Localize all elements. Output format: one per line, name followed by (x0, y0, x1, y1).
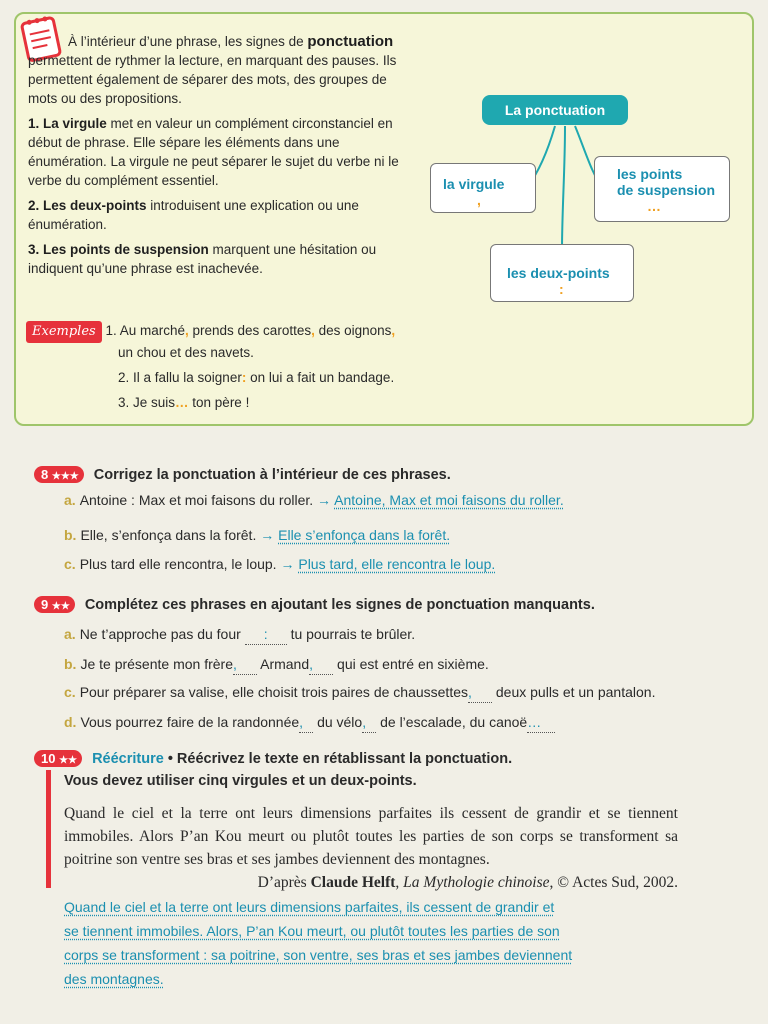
exercise-8-item (64, 490, 564, 510)
exercise-9-item-b: b. Je te présente mon frère, Armand, qui est entré en sixième. (64, 654, 489, 675)
example-2: 2. Il a fallu la soigner: on lui a fait un bandage. (118, 370, 395, 385)
rewrite-passage: Quand le ciel et la terre ont leurs dimensions parfaites ils cessent de grandir et se tiennent immobiles. Alors P’an Kou meurt ou plutôt toutes les parties de son corps se transforment sa poitrine son ventre ses bras et ses jambes deviennent des montagnes. D’après Claude Helft, La Mythologie chinoise, © Actes Sud, 2002. (64, 802, 678, 894)
item-sentence: Antoine : Max et moi faisons du roller. (79, 492, 314, 508)
margin-bar (46, 770, 51, 888)
item-letter: c. (64, 556, 76, 572)
exercise-8-header: 8 ★★★ Corrigez la ponctuation à l’intérieur de ces phrases. (34, 466, 451, 483)
exercise-10-header: 10 ★★ Réécriture • Réécrivez le texte en rétablissant la ponctuation. (34, 750, 512, 767)
arrow-icon: → (317, 492, 332, 508)
passage-source: D’après Claude Helft, La Mythologie chinoise, © Actes Sud, 2002. (257, 874, 678, 891)
exercise-8-item (64, 525, 450, 545)
item-answer[interactable]: Plus tard, elle rencontra le loup. (298, 556, 496, 572)
item-answer[interactable]: Antoine, Max et moi faisons du roller. (334, 492, 564, 508)
rewrite-answer[interactable]: Quand le ciel et la terre ont leurs dimensions parfaites, ils cessent de grandir et se tiennent immobiles. Alors, P’an Kou meurt, ou plutôt toutes les parties de son corps se transforment : sa poitrine, son ventre, ses bras et ses jambes deviennent des montagnes. (64, 899, 573, 987)
item-answer[interactable]: Elle s’enfonça dans la forêt. (278, 527, 451, 543)
arrow-icon: → (260, 527, 275, 543)
mindmap-node-suspension: les points de suspension … (594, 156, 730, 222)
exercise-9-item-d: d. Vous pourrez faire de la randonnée, du vélo, de l’escalade, du canoë… (64, 712, 555, 733)
answer-blank[interactable]: … (527, 712, 555, 733)
exercise-9-header: 9 ★★ Complétez ces phrases en ajoutant les signes de ponctuation manquants. (34, 596, 595, 613)
example-1: Exemples 1. Au marché, prends des carottes, des oignons, un chou et des navets. (26, 321, 426, 363)
answer-blank[interactable]: , (362, 712, 376, 733)
rule-points-suspension: 3. Les points de suspension marquent une hésitation ou indiquent qu’une phrase est inachevée. (28, 242, 377, 276)
exercise-number-badge: 9 ★★ (34, 596, 75, 613)
arrow-icon: → (280, 556, 295, 572)
item-sentence: Plus tard elle rencontra, le loup. (79, 556, 277, 572)
answer-blank[interactable]: , (299, 712, 313, 733)
mindmap-title: La ponctuation (482, 95, 628, 125)
item-sentence: Elle, s’enfonça dans la forêt. (80, 527, 257, 543)
answer-blank[interactable]: , (468, 682, 492, 703)
exercise-9-item-c: c. Pour préparer sa valise, elle choisit trois paires de chaussettes, deux pulls et un pantalon. (64, 682, 655, 703)
item-letter: b. (64, 527, 77, 543)
exercise-9-item-a: a. Ne t’approche pas du four : tu pourrais te brûler. (64, 624, 415, 645)
exercise-number-badge: 10 ★★ (34, 750, 82, 767)
example-3: 3. Je suis… ton père ! (118, 395, 250, 410)
answer-blank[interactable]: : (245, 624, 287, 645)
exercise-8-item (64, 554, 495, 574)
item-letter: a. (64, 492, 76, 508)
exercise-number-badge: 8 ★★★ (34, 466, 84, 483)
exercise-10-instruction: Vous devez utiliser cinq virgules et un deux-points. (64, 773, 417, 789)
answer-blank[interactable]: , (309, 654, 333, 675)
answer-blank[interactable]: , (233, 654, 257, 675)
rule-deux-points: 2. Les deux-points introduisent une explication ou une énumération. (28, 198, 359, 232)
examples-badge: Exemples (26, 321, 102, 343)
mindmap-node-virgule: la virgule , (430, 163, 536, 213)
lesson-intro: À l’intérieur d’une phrase, les signes de ponctuation permettent de rythmer la lecture, en marquant des pauses. Ils permettent également de séparer des mots, des groupes de mots ou des propositions. (28, 33, 397, 106)
rule-virgule: 1. La virgule met en valeur un complément circonstanciel en début de phrase. Elle sépare les éléments dans une énumération. La virgule ne peut séparer le sujet du verbe ni le verbe du complément essentiel. (28, 116, 399, 188)
mindmap-node-deux-points: les deux-points : (490, 244, 634, 302)
